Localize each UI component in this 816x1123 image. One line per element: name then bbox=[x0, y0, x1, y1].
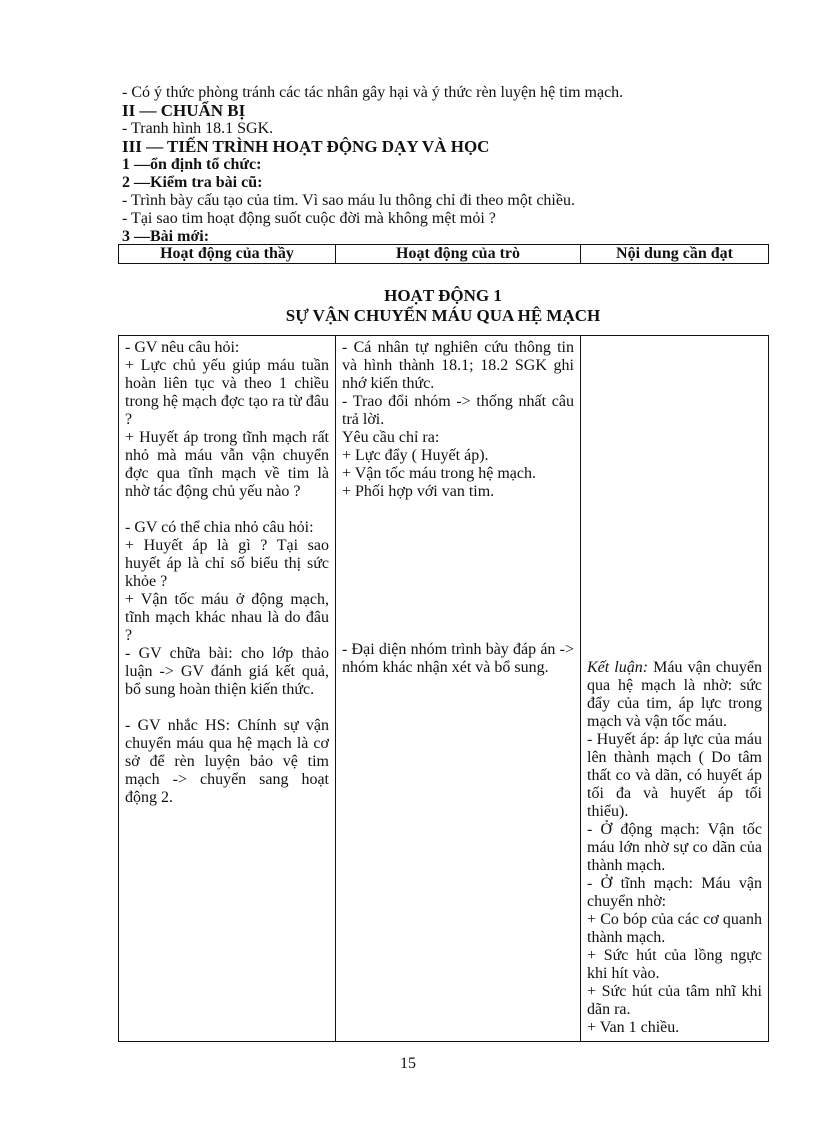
review-question-1: - Trình bày cấu tạo của tim. Vì sao máu lu thông chỉ đi theo một chiều. bbox=[122, 192, 575, 209]
teacher-item: + Lực chủ yếu giúp máu tuần hoàn liên tục và theo 1 chiều trong hệ mạch đợc tạo ra từ đâu ? bbox=[125, 357, 329, 428]
activity-heading bbox=[118, 286, 768, 326]
student-activity-cell bbox=[336, 336, 581, 1042]
activity-table bbox=[118, 335, 769, 1042]
intro-section bbox=[122, 84, 772, 246]
header-teacher-activity: Hoạt động của thầy bbox=[119, 245, 336, 264]
preparation-item: - Tranh hình 18.1 SGK. bbox=[122, 120, 274, 137]
activity-subtitle: SỰ VẬN CHUYỂN MÁU QUA HỆ MẠCH bbox=[285, 306, 601, 325]
objective-line: - Có ý thức phòng tránh các tác nhân gây hại và ý thức rèn luyện hệ tim mạch. bbox=[122, 84, 624, 101]
step-new-lesson: 3 —Bài mới: bbox=[122, 228, 210, 245]
header-student-activity: Hoạt động của trò bbox=[336, 245, 581, 264]
content-item: + Van 1 chiều. bbox=[587, 1019, 680, 1036]
activity-title: HOẠT ĐỘNG 1 bbox=[384, 286, 502, 305]
teacher-item: - GV nêu câu hỏi: bbox=[125, 339, 240, 356]
teacher-item: + Huyết áp trong tĩnh mạch rất nhỏ mà máu vẫn vận chuyển đợc qua tĩnh mạch về tim là nhờ tác động chủ yếu nào ? bbox=[125, 429, 329, 500]
header-content: Nội dung cần đạt bbox=[581, 245, 769, 264]
content-cell bbox=[581, 336, 769, 1042]
conclusion-paragraph bbox=[587, 659, 762, 731]
section-heading-preparation: II — CHUẨN BỊ bbox=[122, 101, 246, 120]
review-question-2: - Tại sao tim hoạt động suốt cuộc đời mà không mệt mỏi ? bbox=[122, 210, 496, 227]
teacher-item: - GV chữa bài: cho lớp thảo luận -> GV đánh giá kết quả, bổ sung hoàn thiện kiến thức. bbox=[125, 645, 329, 698]
student-item: - Trao đổi nhóm -> thống nhất câu trả lời. bbox=[342, 393, 574, 428]
teacher-item: - GV có thể chia nhỏ câu hỏi: bbox=[125, 519, 314, 536]
student-item: + Vận tốc máu trong hệ mạch. bbox=[342, 465, 537, 482]
page-number: 15 bbox=[400, 1055, 416, 1072]
student-item: - Cá nhân tự nghiên cứu thông tin và hình thành 18.1; 18.2 SGK ghi nhớ kiến thức. bbox=[342, 339, 574, 392]
teacher-item: + Vận tốc máu ở động mạch, tĩnh mạch khác nhau là do đâu ? bbox=[125, 591, 329, 644]
content-item: + Sức hút của tâm nhĩ khi dãn ra. bbox=[587, 983, 762, 1018]
teacher-item: - GV nhắc HS: Chính sự vận chuyển máu qua hệ mạch là cơ sở để rèn luyện bảo vệ tim mạch -> chuyển sang hoạt động 2. bbox=[125, 717, 329, 806]
step-review: 2 —Kiểm tra bài cũ: bbox=[122, 174, 263, 191]
content-item: + Sức hút của lồng ngực khi hít vào. bbox=[587, 947, 762, 982]
section-heading-process: III — TIẾN TRÌNH HOẠT ĐỘNG DẠY VÀ HỌC bbox=[122, 137, 490, 156]
content-item: + Co bóp của các cơ quanh thành mạch. bbox=[587, 911, 762, 946]
student-item: + Lực đẩy ( Huyết áp). bbox=[342, 447, 489, 464]
student-item: Yêu cầu chỉ ra: bbox=[342, 429, 440, 446]
student-item: + Phối hợp với van tim. bbox=[342, 483, 495, 500]
teacher-item: + Huyết áp là gì ? Tại sao huyết áp là chỉ số biểu thị sức khỏe ? bbox=[125, 537, 329, 590]
conclusion-label: Kết luận: bbox=[587, 659, 649, 676]
content-item: - Ở động mạch: Vận tốc máu lớn nhờ sự co dãn của thành mạch. bbox=[587, 821, 762, 874]
conclusion-text: Máu vận chuyển qua hệ mạch là nhờ: sức đẩy của tim, áp lực trong mạch và vận tốc máu. bbox=[587, 659, 762, 730]
student-item: - Đại diện nhóm trình bày đáp án -> nhóm khác nhận xét và bổ sung. bbox=[342, 641, 574, 676]
step-organize: 1 —ổn định tổ chức: bbox=[122, 156, 262, 173]
teacher-activity-cell bbox=[119, 336, 336, 1042]
content-item: - Huyết áp: áp lực của máu lên thành mạch ( Do tâm thất co và dãn, có huyết áp tối đa và huyết áp tối thiểu). bbox=[587, 731, 762, 820]
content-item: - Ở tĩnh mạch: Máu vận chuyển nhờ: bbox=[587, 875, 762, 910]
column-header-table bbox=[118, 244, 769, 264]
